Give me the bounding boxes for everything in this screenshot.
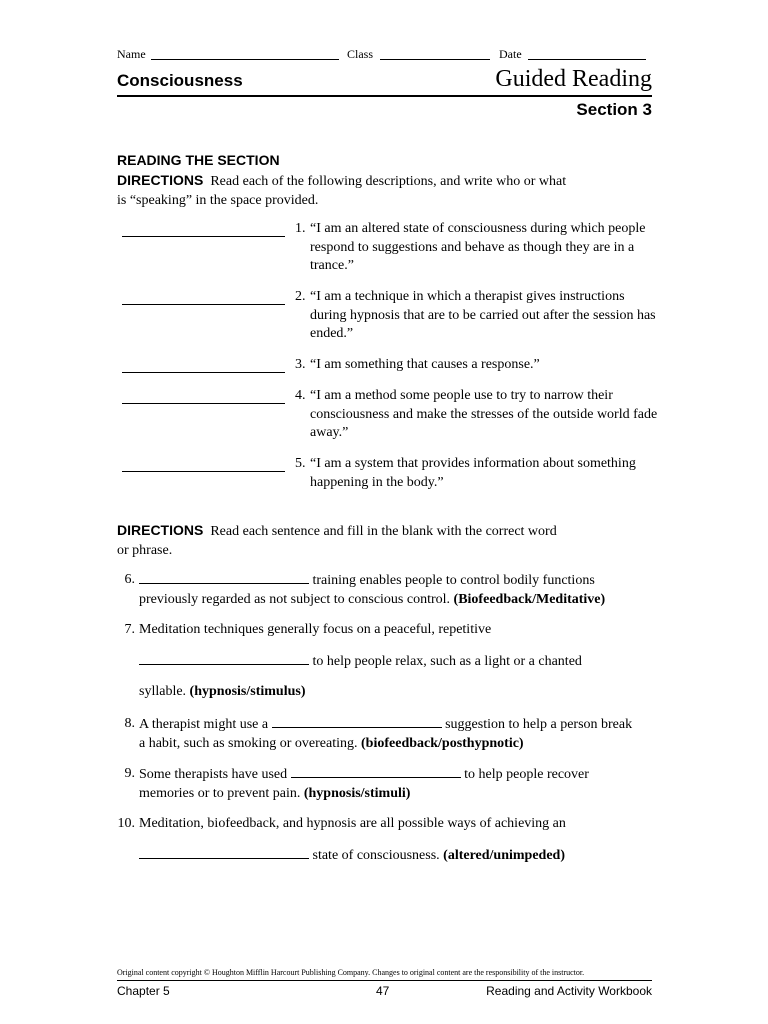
answer-blank-2[interactable] [122, 304, 285, 305]
directions-label: DIRECTIONS [117, 522, 204, 538]
list-item [295, 387, 660, 443]
answer-options: (altered/unimpeded) [443, 848, 566, 863]
item-text-line3: syllable. [139, 684, 187, 699]
answer-blank-1[interactable] [122, 236, 285, 237]
item-text-line1: Meditation, biofeedback, and hypnosis are all possible ways of achieving an [139, 816, 566, 831]
item-text-after: training enables people to control bodily functions previously regarded as not subject to conscious control. [139, 573, 595, 607]
item-text-after: state of consciousness. [309, 848, 440, 863]
header-divider [117, 95, 652, 97]
answer-options: (biofeedback/posthypnotic) [361, 735, 524, 751]
page-number: 47 [376, 984, 390, 998]
item-text-before: Some therapists have used [139, 767, 291, 782]
answer-blank-3[interactable] [122, 372, 285, 373]
answer-options: (Biofeedback/Meditative) [453, 591, 606, 607]
item-number: 7. [124, 622, 135, 637]
item-text-before: A therapist might use a [139, 717, 272, 732]
answer-options: (hypnosis/stimulus) [189, 684, 306, 699]
list-item [295, 288, 660, 344]
part1-directions [117, 171, 567, 210]
list-item [295, 220, 660, 276]
item-text: “I am a system that provides information about something happening in the body.” [310, 456, 636, 490]
header-fields [117, 47, 657, 63]
directions-text: Read each of the following descriptions, and write who or what is “speaking” in the space provided. [117, 174, 567, 208]
item-text-after: suggestion to help a person break a habit, such as smoking or overeating. [139, 717, 633, 751]
item-number: 8. [124, 716, 135, 731]
part2-directions [117, 521, 567, 560]
section-label: Section 3 [576, 100, 652, 119]
list-item [117, 765, 657, 803]
item-text-after: to help people relax, such as a light or a chanted [309, 654, 582, 669]
item-number: 2. [295, 289, 306, 304]
item-number: 4. [295, 388, 306, 403]
list-item-continued [117, 846, 657, 866]
list-item [295, 356, 660, 375]
guided-reading-title: Guided Reading [495, 66, 652, 92]
date-field[interactable] [528, 47, 646, 60]
list-item-continued [117, 652, 657, 672]
footer-workbook: Reading and Activity Workbook [486, 984, 652, 998]
list-item [117, 571, 657, 609]
copyright-notice: Original content copyright © Houghton Mifflin Harcourt Publishing Company. Changes to original content are the responsibility of the instructor. [117, 968, 585, 977]
item-number: 10. [117, 816, 135, 831]
item-text: “I am a method some people use to try to narrow their consciousness and make the stresses of the outside world fade away.” [310, 388, 658, 440]
reading-section-heading: READING THE SECTION [117, 152, 280, 168]
item-number: 5. [295, 456, 306, 471]
fill-blank-7[interactable] [139, 652, 309, 665]
name-field[interactable] [151, 47, 339, 60]
answer-options: (hypnosis/stimuli) [303, 785, 411, 801]
list-item-continued [117, 683, 657, 702]
class-field[interactable] [380, 47, 490, 60]
name-label: Name [117, 47, 146, 61]
footer-chapter: Chapter 5 [117, 984, 170, 998]
item-text: “I am an altered state of consciousness during which people respond to suggestions and behave as though they are in a trance.” [310, 221, 646, 273]
item-text-line1: Meditation techniques generally focus on a peaceful, repetitive [139, 622, 492, 637]
fill-blank-6[interactable] [139, 571, 309, 584]
list-item [295, 455, 660, 492]
item-text-after: to help people recover memories or to prevent pain. [139, 767, 589, 801]
date-label: Date [499, 47, 522, 61]
list-item [117, 815, 657, 834]
fill-blank-10[interactable] [139, 846, 309, 859]
chapter-title: Consciousness [117, 71, 243, 90]
class-label: Class [347, 47, 374, 61]
directions-label: DIRECTIONS [117, 172, 204, 188]
fill-blank-8[interactable] [272, 715, 442, 728]
item-text: “I am something that causes a response.” [310, 357, 540, 372]
footer-divider [117, 980, 652, 981]
item-number: 3. [295, 357, 306, 372]
item-number: 1. [295, 221, 306, 236]
item-text: “I am a technique in which a therapist gives instructions during hypnosis that are to be carried out after the session has ended.” [310, 289, 656, 341]
list-item [117, 621, 657, 640]
answer-blank-4[interactable] [122, 403, 285, 404]
fill-blank-9[interactable] [291, 765, 461, 778]
answer-blank-5[interactable] [122, 471, 285, 472]
directions-text: Read each sentence and fill in the blank with the correct word or phrase. [117, 524, 557, 558]
item-number: 6. [124, 572, 135, 587]
list-item [117, 715, 657, 753]
item-number: 9. [124, 766, 135, 781]
